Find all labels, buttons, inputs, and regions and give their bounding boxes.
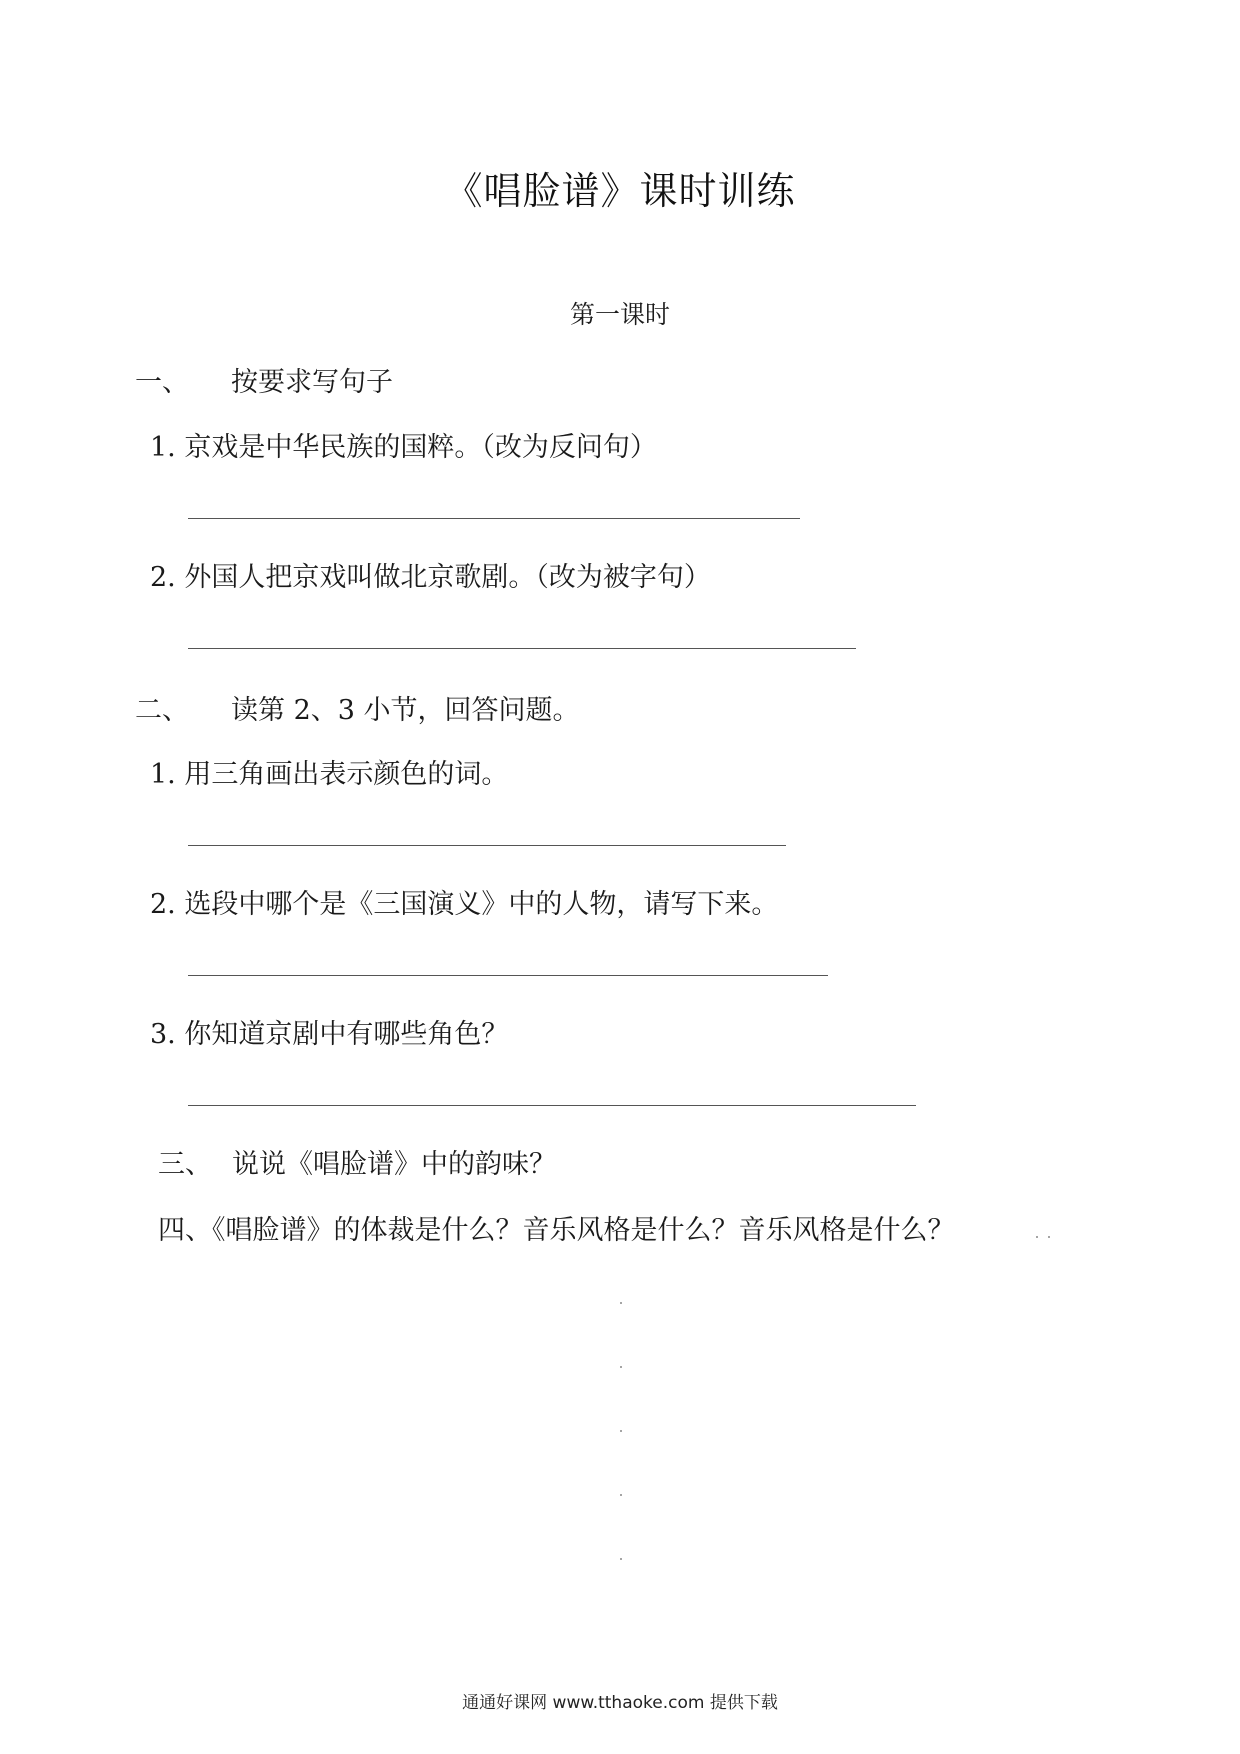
section-2-heading: [135, 688, 580, 727]
scan-dot: [620, 1558, 622, 1560]
question-text: 选段中哪个是《三国演义》中的人物，请写下来。: [184, 889, 779, 920]
scan-dot: [620, 1494, 622, 1496]
question-text: 外国人把京戏叫做北京歌剧。（改为被字句）: [184, 562, 711, 593]
question-text: 用三角画出表示颜色的词。: [184, 759, 509, 790]
question-1-1: [150, 425, 657, 464]
question-number: 1.: [150, 759, 176, 790]
question-number: 2.: [150, 889, 176, 920]
scan-dot: [1036, 1236, 1038, 1238]
section-title: 《唱脸谱》的体裁是什么？音乐风格是什么？音乐风格是什么？: [212, 1215, 955, 1246]
section-title: 说说《唱脸谱》中的韵味？: [232, 1149, 556, 1180]
question-2-3: [150, 1012, 508, 1051]
section-number: 三、: [158, 1149, 212, 1180]
answer-line[interactable]: [188, 518, 800, 519]
question-number: 3.: [150, 1019, 176, 1050]
section-title: 按要求写句子: [231, 367, 393, 398]
section-3-heading: [158, 1142, 556, 1181]
lesson-subtitle: 第一课时: [569, 300, 670, 329]
question-text: 京戏是中华民族的国粹。（改为反问句）: [184, 432, 657, 463]
answer-line[interactable]: [188, 975, 828, 976]
question-1-2: [150, 555, 711, 594]
scan-dot: [620, 1366, 622, 1368]
section-title: 读第 2、3 小节，回答问题。: [231, 695, 580, 726]
question-text: 你知道京剧中有哪些角色？: [184, 1019, 509, 1050]
scan-dot: [620, 1302, 622, 1304]
worksheet-title: 《唱脸谱》课时训练: [444, 169, 796, 213]
section-number: 一、: [135, 367, 189, 398]
answer-line[interactable]: [188, 845, 786, 846]
section-1-heading: [135, 360, 393, 399]
scan-dot: [620, 1430, 622, 1432]
question-number: 1.: [150, 432, 176, 463]
answer-line[interactable]: [188, 1105, 916, 1106]
section-number: 二、: [135, 695, 189, 726]
question-2-1: [150, 752, 508, 791]
answer-line[interactable]: [188, 648, 856, 649]
question-number: 2.: [150, 562, 176, 593]
section-4-heading: [158, 1208, 955, 1247]
question-2-2: [150, 882, 778, 921]
section-number: 四、: [158, 1215, 212, 1246]
scan-dot: [1048, 1236, 1050, 1238]
footer-credit: 通通好课网 www.tthaoke.com 提供下载: [462, 1693, 778, 1713]
